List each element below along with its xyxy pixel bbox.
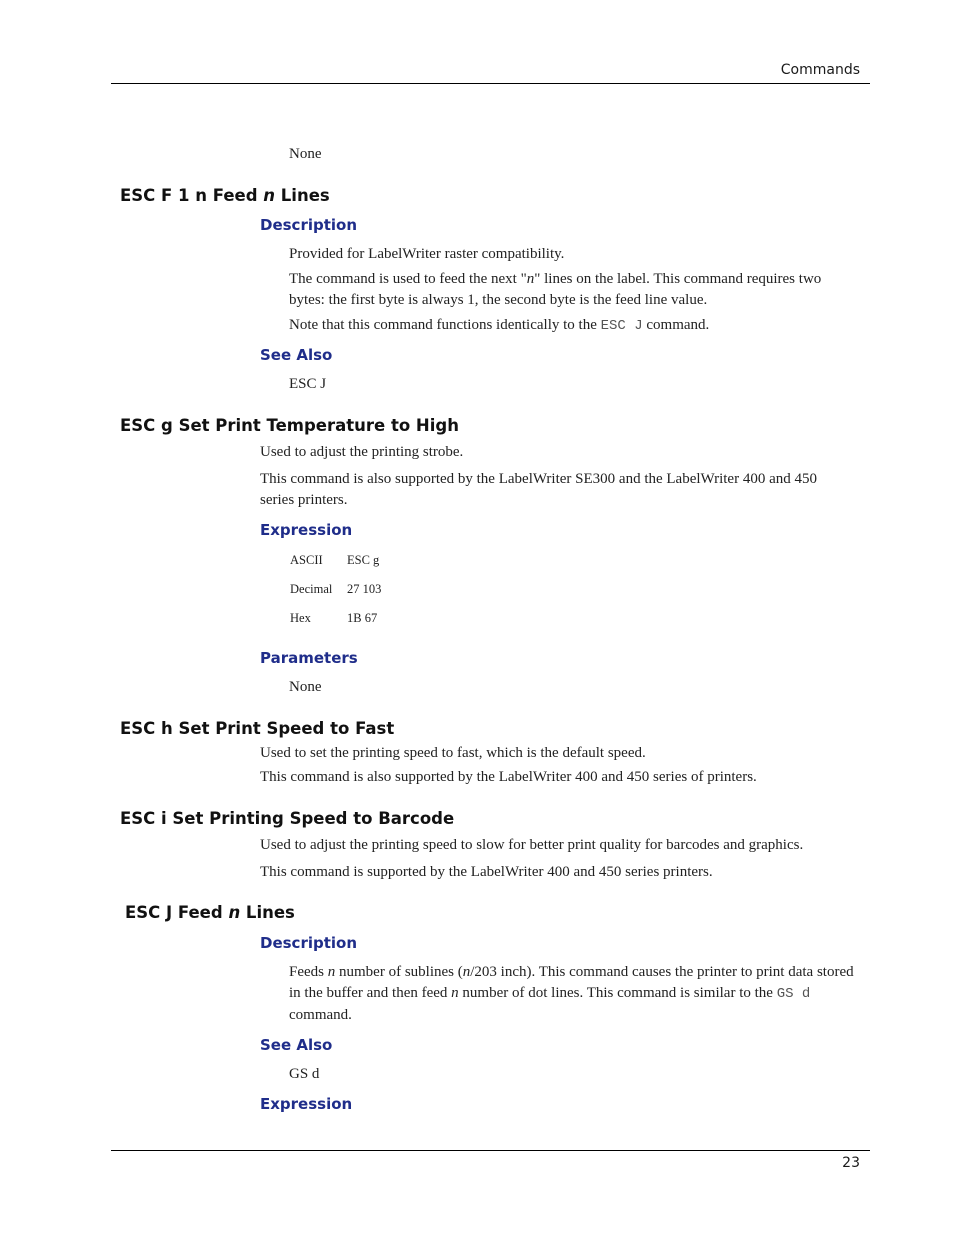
esc-j-see-also-value: GS d: [289, 1066, 320, 1082]
esc-g-parameters-heading: Parameters: [260, 649, 358, 667]
esc-j-description: Feeds n number of sublines (n/203 inch). This command causes the printer to print data stored in the buffer and then feed n number of dot lines. This command is similar to the GS d command.: [289, 964, 854, 1023]
esc-f-paragraph-1: Provided for LabelWriter raster compatibility.: [289, 246, 565, 262]
esc-g-paragraph-1: Used to adjust the printing strobe.: [260, 444, 464, 460]
esc-h-paragraph-1: Used to set the printing speed to fast, which is the default speed.: [260, 745, 646, 761]
esc-j-expression-heading: Expression: [260, 1095, 353, 1113]
esc-g-paragraph-2: This command is also supported by the LabelWriter SE300 and the LabelWriter 400 and 450 series printers.: [260, 471, 817, 508]
expression-label-ascii: ASCII: [290, 553, 323, 567]
esc-h-paragraph-2: This command is also supported by the LabelWriter 400 and 450 series of printers.: [260, 769, 757, 785]
expression-value-hex: 1B 67: [347, 611, 378, 625]
esc-j-see-also-heading: See Also: [260, 1036, 333, 1054]
esc-f-paragraph-3: Note that this command functions identically to the ESC J command.: [289, 317, 710, 334]
expression-label-hex: Hex: [290, 611, 311, 625]
esc-g-parameters-value: None: [289, 679, 322, 695]
esc-f-paragraph-2: The command is used to feed the next "n" lines on the label. This command requires two bytes: the first byte is always 1, the second byte is the feed line value.: [289, 271, 822, 308]
expression-label-decimal: Decimal: [290, 582, 333, 596]
expression-value-decimal: 27 103: [347, 582, 382, 596]
esc-h-title: ESC h Set Print Speed to Fast: [120, 719, 395, 738]
previous-section-none: None: [289, 146, 322, 162]
expression-value-ascii: ESC g: [347, 553, 380, 567]
header-rule: [111, 83, 870, 84]
esc-i-paragraph-1: Used to adjust the printing speed to slow for better print quality for barcodes and graphics.: [260, 837, 804, 853]
esc-i-title: ESC i Set Printing Speed to Barcode: [120, 809, 455, 828]
esc-j-title: ESC J Feed n Lines: [125, 903, 295, 922]
page-number: 23: [842, 1155, 860, 1171]
esc-f-title: ESC F 1 n Feed n Lines: [120, 186, 330, 205]
esc-j-description-heading: Description: [260, 934, 358, 952]
esc-g-expression-heading: Expression: [260, 521, 353, 539]
footer-rule: [111, 1150, 870, 1151]
esc-f-see-also-heading: See Also: [260, 346, 333, 364]
esc-i-paragraph-2: This command is supported by the LabelWriter 400 and 450 series printers.: [260, 864, 713, 880]
esc-f-see-also-value: ESC J: [289, 376, 327, 392]
running-header: Commands: [780, 62, 860, 78]
esc-g-title: ESC g Set Print Temperature to High: [120, 416, 459, 435]
esc-f-description-heading: Description: [260, 216, 358, 234]
